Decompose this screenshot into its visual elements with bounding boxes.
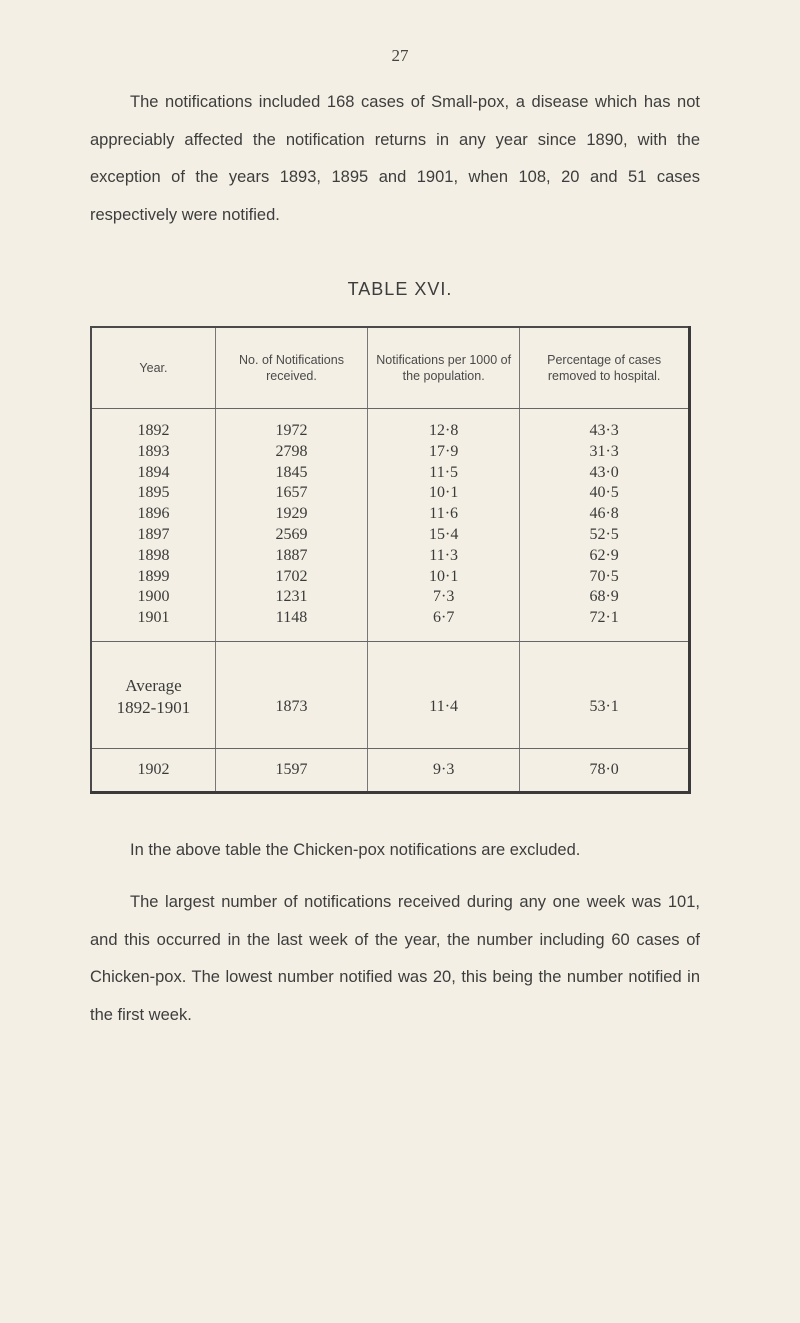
percent-hospital-cell: 46·8	[589, 505, 619, 523]
per-1000-cell: 11·6	[429, 505, 459, 523]
year-column	[91, 409, 215, 642]
percent-hospital-cell: 70·5	[589, 567, 619, 585]
per-1000-cell: 11·3	[429, 546, 459, 564]
notifications-cell: 2569	[275, 525, 308, 543]
closing-paragraph-text: The largest number of notifications received during any one week was 101, and this occurred in the last week of the year, the number including 60 cases of Chicken-pox. The lowest number notified was 20, this being the number notified in the first week.	[90, 893, 700, 1024]
current-percent-hospital: 78·0	[589, 760, 619, 778]
year-cell: 1897	[137, 525, 170, 543]
header-year: Year.	[91, 327, 215, 409]
average-row	[91, 641, 690, 748]
year-cell: 1896	[137, 505, 170, 523]
note-paragraph	[90, 832, 700, 870]
average-percent-hospital: 53·1	[520, 641, 690, 748]
percent-hospital-cell: 43·3	[589, 422, 619, 439]
percent-hospital-column	[520, 409, 690, 642]
per-1000-cell: 10·1	[429, 567, 459, 585]
average-label-line2: 1892-1901	[116, 697, 191, 717]
notifications-cell: 1887	[275, 546, 308, 564]
per-1000-cell: 10·1	[429, 484, 459, 502]
current-year-row	[91, 748, 690, 792]
notifications-cell: 1657	[275, 484, 308, 502]
table-header-row	[91, 327, 690, 409]
notifications-cell: 2798	[275, 442, 308, 460]
average-label-line1: Average	[125, 675, 182, 695]
year-cell: 1899	[137, 567, 170, 585]
intro-paragraph-text: The notifications included 168 cases of Small-pox, a disease which has not appreciably affected the notification returns in any year since 1890, with the exception of the years 1893, 1895 and 1901, when 108, 20 and 51 cases respectively were notified.	[90, 93, 700, 224]
header-per-1000: Notifications per 1000 of the population.	[368, 327, 520, 409]
intro-paragraph	[90, 84, 700, 234]
percent-hospital-cell: 68·9	[589, 588, 619, 606]
percent-hospital-cell: 43·0	[589, 463, 619, 481]
year-cell: 1893	[137, 442, 170, 460]
per-1000-cell: 12·8	[429, 422, 459, 439]
year-cell: 1894	[137, 463, 170, 481]
average-per-1000: 11·4	[368, 641, 520, 748]
year-cell: 1900	[137, 588, 170, 606]
current-year: 1902	[91, 748, 215, 792]
percent-hospital-cell: 31·3	[589, 442, 619, 460]
notifications-cell: 1972	[275, 422, 308, 439]
year-cell: 1895	[137, 484, 170, 502]
table-title: TABLE XVI.	[347, 279, 453, 299]
notifications-cell: 1702	[275, 567, 308, 585]
header-percent-hospital: Percentage of cases removed to hospital.	[520, 327, 690, 409]
note-paragraph-text: In the above table the Chicken-pox notifications are excluded.	[130, 841, 581, 859]
notifications-cell: 1148	[275, 609, 308, 627]
percent-hospital-cell: 52·5	[589, 525, 619, 543]
average-label	[91, 641, 215, 748]
notifications-cell: 1929	[275, 505, 308, 523]
average-notifications: 1873	[215, 641, 367, 748]
percent-hospital-cell: 40·5	[589, 484, 619, 502]
page-number: 27	[391, 46, 409, 65]
year-cell: 1898	[137, 546, 170, 564]
current-notifications: 1597	[215, 748, 367, 792]
current-per-1000: 9·3	[368, 748, 520, 792]
notifications-column	[215, 409, 367, 642]
per-1000-cell: 17·9	[429, 442, 459, 460]
per-1000-cell: 7·3	[433, 588, 455, 606]
notifications-cell: 1845	[275, 463, 308, 481]
per-1000-cell: 15·4	[429, 525, 459, 543]
per-1000-column	[368, 409, 520, 642]
percent-hospital-cell: 62·9	[589, 546, 619, 564]
notifications-table	[90, 326, 691, 794]
closing-paragraph	[90, 884, 700, 1034]
notifications-cell: 1231	[275, 588, 308, 606]
per-1000-cell: 6·7	[433, 609, 455, 627]
year-cell: 1901	[137, 609, 170, 627]
per-1000-cell: 11·5	[429, 463, 459, 481]
percent-hospital-cell: 72·1	[589, 609, 619, 627]
year-cell: 1892	[137, 422, 170, 439]
yearly-rows	[91, 409, 690, 642]
header-notifications: No. of Notifications received.	[215, 327, 367, 409]
